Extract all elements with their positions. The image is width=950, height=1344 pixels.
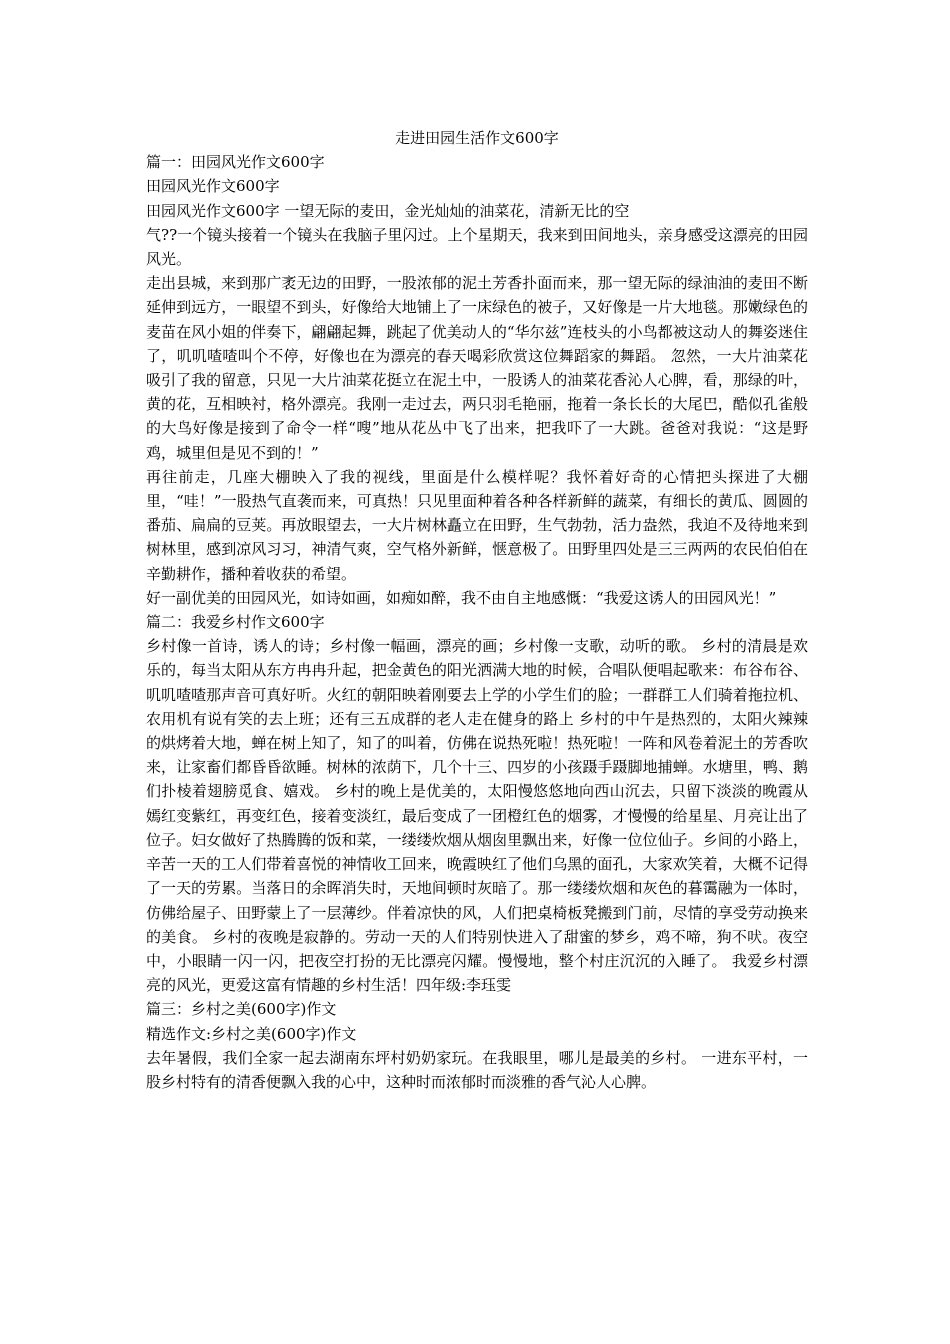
paragraph: 田园风光作文600字 一望无际的麦田，金光灿灿的油菜花，清新无比的空 <box>146 201 630 220</box>
section-heading: 篇三：乡村之美(600字)作文 <box>146 1000 337 1019</box>
paragraph: 精选作文:乡村之美(600字)作文 <box>146 1024 357 1043</box>
document-title: 走进田园生活作文600字 <box>395 129 559 147</box>
paragraph: 走出县城，来到那广袤无边的田野，一股浓郁的泥土芳香扑面而来，那一望无际的绿油油的麦田不断延伸到远方，一眼望不到头，好像给大地铺上了一床绿色的被子，又好像是一片大地毯。那嫩绿色的麦苗在风小姐的伴奏下，翩翩起舞，跳起了优美动人的“华尔兹”连枝头的小鸟都被这动人的舞姿迷住了，叽叽喳喳叫个不停，好像也在为漂亮的春天喝彩欣赏这位舞蹈家的舞蹈。 忽然，一大片油菜花吸引了我的留意，只见一大片油菜花挺立在泥土中，一股诱人的油菜花香沁人心脾，看，那绿的叶，黄的花，互相映衬，格外漂亮。我刚一走过去，两只羽毛艳丽，拖着一条长长的大尾巴，酷似孔雀般的大鸟好像是接到了命令一样“嗖”地从花丛中飞了出来，把我吓了一大跳。爸爸对我说：“这是野鸡，城里但是见不到的！” <box>146 274 808 462</box>
paragraph: 篇一：田园风光作文600字 <box>146 153 325 172</box>
paragraph: 乡村像一首诗，诱人的诗；乡村像一幅画，漂亮的画；乡村像一支歌，动听的歌。 乡村的清晨是欢乐的，每当太阳从东方冉冉升起，把金黄色的阳光洒满大地的时候，合唱队便唱起歌来：布谷布谷、叽叽喳喳那声音可真好听。火红的朝阳映着刚要去上学的小学生们的脸；一群群工人们骑着拖拉机、农用机有说有笑的去上班；还有三五成群的老人走在健身的路上 乡村的中午是热烈的，太阳火辣辣的烘烤着大地，蝉在树上知了，知了的叫着，仿佛在说热死啦！热死啦！一阵和风卷着泥土的芳香吹来，让家畜们都昏昏欲睡。树林的浓荫下，几个十三、四岁的小孩蹑手蹑脚地捕蝉。水塘里，鸭、鹅们扑棱着翅膀觅食、嬉戏。 乡村的晚上是优美的，太阳慢悠悠地向西山沉去，只留下淡淡的晚霞从嫣红变紫红，再变红色，接着变淡红，最后变成了一团橙红色的烟雾，才慢慢的给星星、月亮让出了位子。妇女做好了热腾腾的饭和菜，一缕缕炊烟从烟囱里飘出来，好像一位位仙子。乡间的小路上，辛苦一天的工人们带着喜悦的神情收工回来，晚霞映红了他们乌黑的面孔，大家欢笑着，大概不记得了一天的劳累。当落日的余晖消失时，天地间顿时灰暗了。那一缕缕炊烟和灰色的暮霭融为一体时，仿佛给屋子、田野蒙上了一层薄纱。伴着凉快的风，人们把桌椅板凳搬到门前，尽情的享受劳动换来的美食。 乡村的夜晚是寂静的。劳动一天的人们特别快进入了甜蜜的梦乡，鸡不啼，狗不吠。夜空中，小眼睛一闪一闪，把夜空打扮的无比漂亮闪耀。慢慢地，整个村庄沉沉的入睡了。 我爱乡村漂亮的风光，更爱这富有情趣的乡村生活！四年级:李珏雯 <box>146 637 808 995</box>
paragraph: 气??一个镜头接着一个镜头在我脑子里闪过。上个星期天，我来到田间地头，亲身感受这漂亮的田园风光。 <box>146 225 808 269</box>
section-heading: 篇二：我爱乡村作文600字 <box>146 613 325 632</box>
paragraph: 田园风光作文600字 <box>146 177 280 196</box>
paragraph: 去年暑假，我们全家一起去湖南东坪村奶奶家玩。在我眼里，哪儿是最美的乡村。 一进东平村，一股乡村特有的清香便飘入我的心中，这种时而浓郁时而淡雅的香气沁人心脾。 <box>146 1048 808 1091</box>
document-page <box>146 126 808 1094</box>
paragraph: 好一副优美的田园风光，如诗如画，如痴如醉，我不由自主地感慨：“我爱这诱人的田园风光！” <box>146 588 777 607</box>
paragraph: 再往前走，几座大棚映入了我的视线，里面是什么模样呢？我怀着好奇的心情把头探进了大棚里，“哇！”一股热气直袭而来，可真热！只见里面种着各种各样新鲜的蔬菜，有细长的黄瓜、圆圆的番茄、扁扁的豆荚。再放眼望去，一大片树林矗立在田野，生气勃勃，活力盎然，我迫不及待地来到树林里，感到凉风习习，神清气爽，空气格外新鲜，惬意极了。田野里四处是三三两两的农民伯伯在辛勤耕作，播种着收获的希望。 <box>146 467 808 583</box>
